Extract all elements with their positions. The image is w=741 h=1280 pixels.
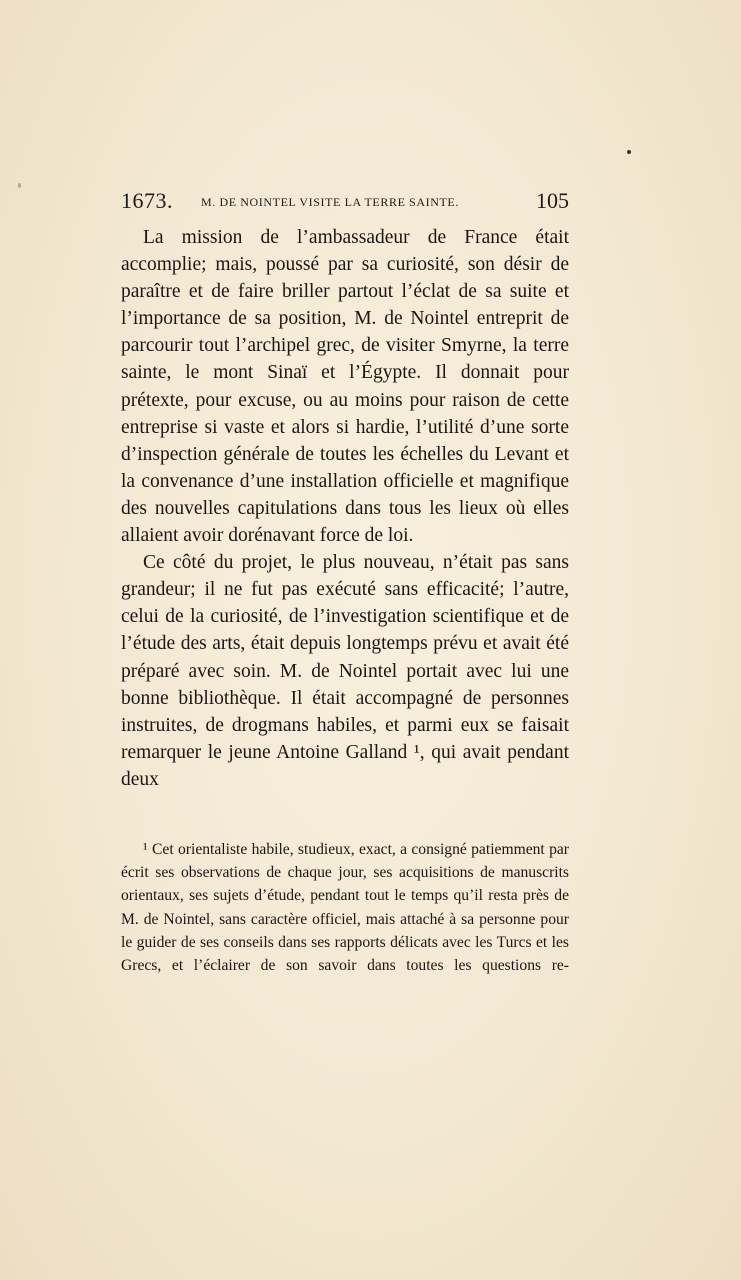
ink-speck [627, 150, 631, 154]
footnote-1: ¹ Cet orientaliste habile, studieux, exact, a consigné patiemment par écrit ses observations de chaque jour, ses acquisitions de manuscrits orientaux, ses sujets d’étude, pendant tout le temps qu’il resta près de M. de Nointel, sans caractère officiel, mais attaché à sa personne pour le guider de ses conseils dans ses rapports délicats avec les Turcs et les Grecs, et l’éclairer de son savoir dans toutes les questions re- [121, 841, 569, 975]
footnote-block [121, 838, 569, 977]
main-text [121, 224, 569, 793]
running-title: M. DE NOINTEL VISITE LA TERRE SAINTE. [201, 195, 459, 209]
paragraph-2: Ce côté du projet, le plus nouveau, n’était pas sans grandeur; il ne fut pas exécuté sans efficacité; l’autre, celui de la curiosité, de l’investigation scientifique et de l’étude des arts, était depuis longtemps prévu et avait été préparé avec soin. M. de Nointel portait avec lui une bonne bibliothèque. Il était accompagné de personnes instruites, de drogmans habiles, et parmi eux se faisait remarquer le jeune Antoine Galland ¹, qui avait pendant deux [121, 552, 569, 790]
page-number: 105 [536, 188, 569, 213]
ink-speck [18, 183, 21, 188]
paragraph-1: La mission de l’ambassadeur de France était accomplie; mais, poussé par sa curiosité, son désir de paraître et de faire briller partout l’éclat de sa suite et l’importance de sa position, M. de Nointel entreprit de parcourir tout l’archipel grec, de visiter Smyrne, la terre sainte, le mont Sinaï et l’Égypte. Il donnait pour prétexte, pour excuse, ou au moins pour raison de cette entreprise si vaste et alors si hardie, l’utilité d’une sorte d’inspection générale de toutes les échelles du Levant et la convenance d’une installation officielle et magnifique des nouvelles capitulations dans tous les lieux où elles allaient avoir dorénavant force de loi. [121, 227, 569, 547]
header-year: 1673. [121, 188, 173, 213]
running-header [121, 188, 569, 222]
